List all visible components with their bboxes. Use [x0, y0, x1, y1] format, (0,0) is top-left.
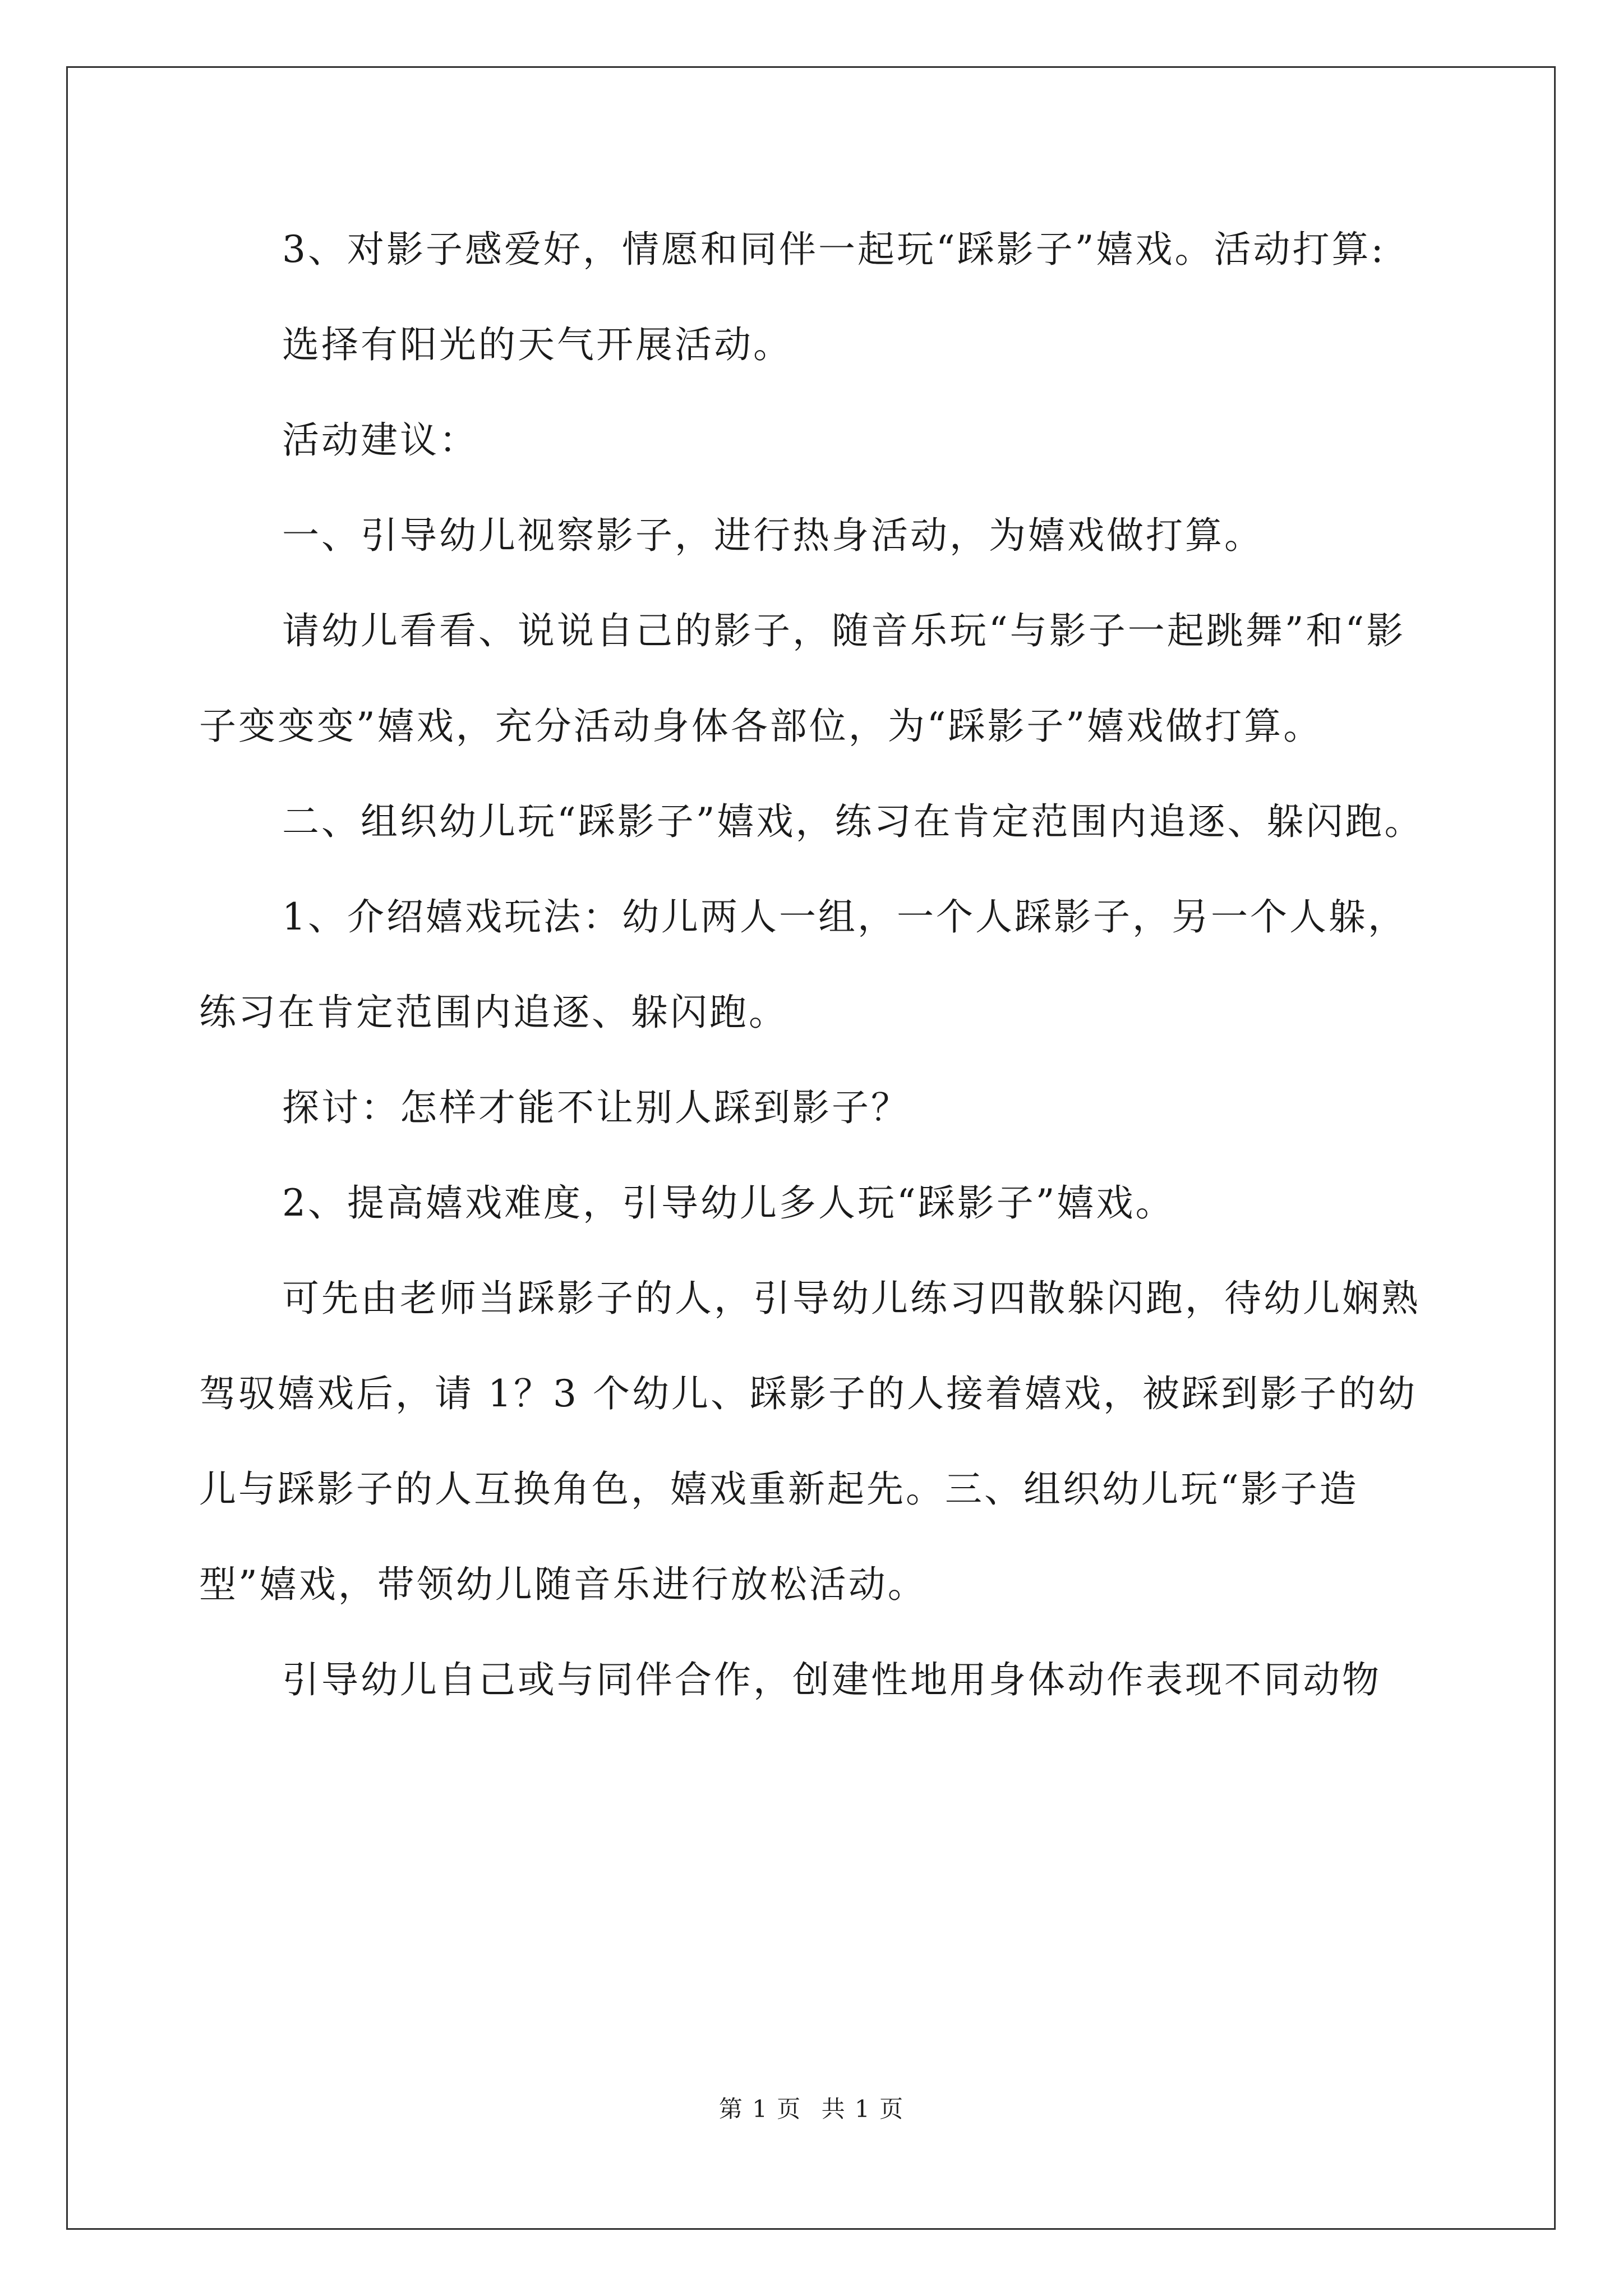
paragraph-discussion: 探讨：怎样才能不让别人踩到影子？	[282, 1086, 910, 1129]
paragraph-suggestions-heading: 活动建议：	[282, 418, 478, 462]
paragraph-preparation: 选择有阳光的天气开展活动。	[282, 323, 792, 366]
page-number-total: 共 1 页	[821, 2095, 905, 2123]
page-number-current: 第 1 页	[718, 2095, 802, 2123]
paragraph-step-1-detail: 请幼儿看看、说说自己的影子，随音乐玩“与影子一起跳舞”和“影子变变变”嬉戏，充分活动身体各部位，为“踩影子”嬉戏做打算。	[199, 609, 1406, 748]
paragraph-guidance: 引导幼儿自己或与同伴合作，创建性地用身体动作表现不同动物	[282, 1658, 1381, 1701]
paragraph-teacher-role: 可先由老师当踩影子的人，引导幼儿练习四散躲闪跑，待幼儿娴熟驾驭嬉戏后，请 1？3 个幼儿、踩影子的人接着嬉戏，被踩到影子的幼儿与踩影子的人互换角色，嬉戏重新起先。三、组织幼儿玩“影子造型”嬉戏，带领幼儿随音乐进行放松活动。	[199, 1277, 1421, 1606]
document-body	[199, 202, 1433, 1728]
paragraph-goal-3: 3、对影子感爱好，情愿和同伴一起玩“踩影子”嬉戏。活动打算:	[282, 228, 1386, 271]
page-footer	[0, 2092, 1623, 2126]
paragraph-step-1: 一、引导幼儿视察影子，进行热身活动，为嬉戏做打算。	[282, 514, 1264, 557]
paragraph-difficulty: 2、提高嬉戏难度，引导幼儿多人玩“踩影子”嬉戏。	[282, 1181, 1175, 1225]
paragraph-step-2: 二、组织幼儿玩“踩影子”嬉戏，练习在肯定范围内追逐、躲闪跑。	[282, 800, 1424, 843]
paragraph-game-rules: 1、介绍嬉戏玩法：幼儿两人一组，一个人踩影子，另一个人躲，练习在肯定范围内追逐、躲闪跑。	[199, 895, 1407, 1034]
